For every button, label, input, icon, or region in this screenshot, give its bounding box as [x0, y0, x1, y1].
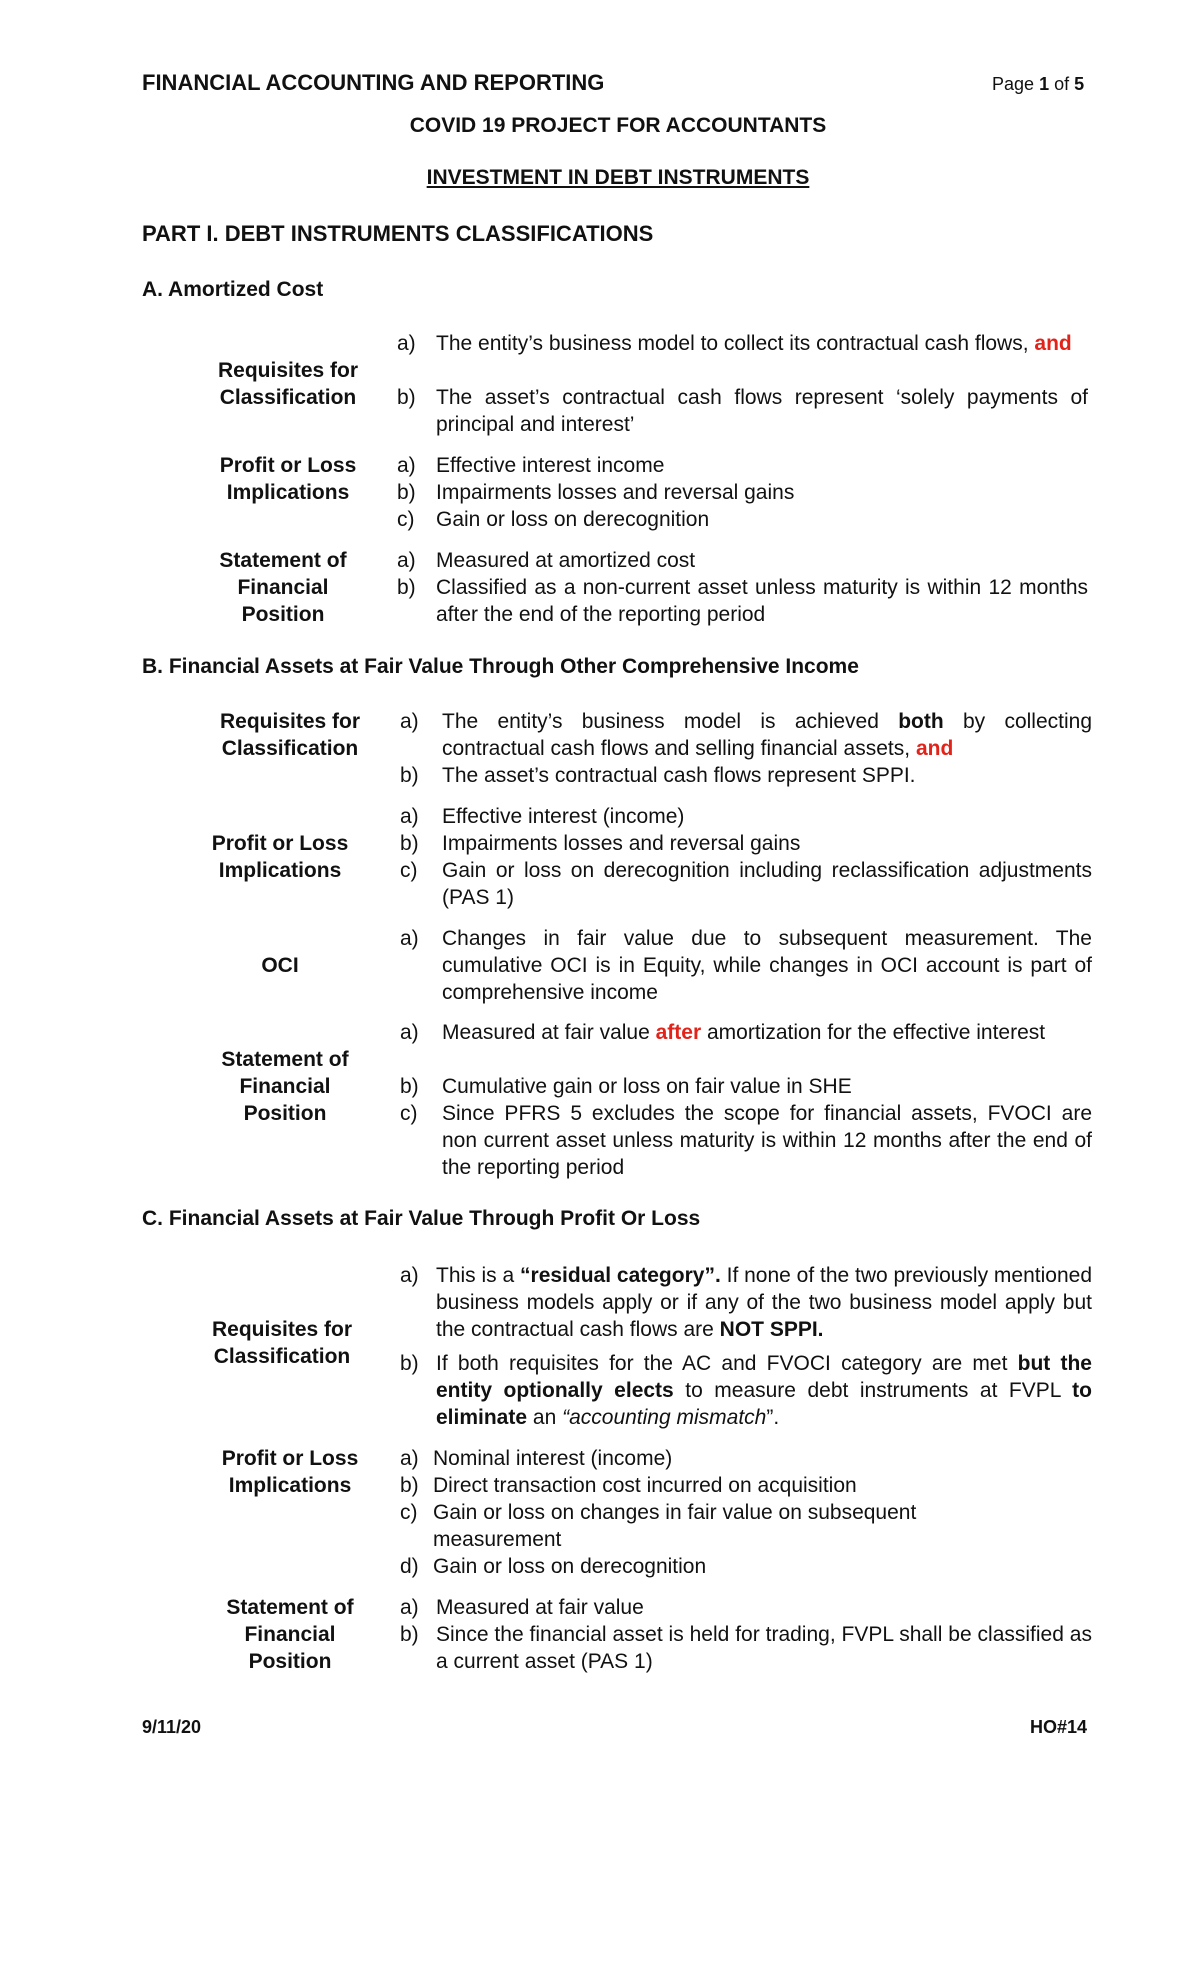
- marker: b): [400, 1623, 419, 1646]
- marker: a): [400, 1596, 419, 1619]
- marker: a): [397, 332, 416, 355]
- section-a-requisite-b: The asset’s contractual cash flows represent ‘solely payments of principal and interest’: [436, 386, 1088, 436]
- section-a-requisite-a: The entity’s business model to collect its contractual cash flows, and: [436, 332, 1072, 355]
- section-c-sfp-a: Measured at fair value: [436, 1596, 644, 1619]
- marker: a): [400, 927, 419, 950]
- section-b-requisite-a: The entity’s business model is achieved both by collecting contractual cash flows and selling financial assets, and: [442, 710, 1092, 760]
- section-c-pl-c: Gain or loss on changes in fair value on subsequent measurement: [433, 1501, 917, 1551]
- section-a-heading: A. Amortized Cost: [142, 278, 324, 301]
- section-c-pl-label: Profit or Loss Implications: [221, 1447, 359, 1497]
- section-b-oci-label: OCI: [261, 954, 299, 977]
- section-c-pl-d: Gain or loss on derecognition: [433, 1555, 707, 1578]
- marker: a): [400, 1447, 419, 1470]
- marker: d): [400, 1555, 419, 1578]
- footer-date: 9/11/20: [142, 1717, 202, 1737]
- section-a-requisites-label: Requisites for Classification: [217, 359, 359, 409]
- section-c-pl-b: Direct transaction cost incurred on acquisition: [433, 1474, 857, 1497]
- section-b-sfp-c: Since PFRS 5 excludes the scope for financial assets, FVOCI are non current asset unless maturity is within 12 months after the end of the reporting period: [442, 1102, 1092, 1179]
- section-c-sfp-label: Statement of Financial Position: [226, 1596, 354, 1673]
- marker: b): [400, 1352, 419, 1375]
- section-a-sfp-a: Measured at amortized cost: [436, 549, 696, 572]
- part-title: PART I. DEBT INSTRUMENTS CLASSIFICATIONS: [142, 221, 654, 246]
- page-total: 5: [1074, 74, 1085, 94]
- section-c-pl-a: Nominal interest (income): [433, 1447, 673, 1470]
- marker: a): [397, 549, 416, 572]
- marker: a): [400, 805, 419, 828]
- section-b-requisite-b: The asset’s contractual cash flows represent SPPI.: [442, 764, 916, 787]
- marker: a): [400, 1264, 419, 1287]
- section-c-requisite-a: This is a “residual category”. If none of the two previously mentioned business models apply or if any of the two business model apply but the contractual cash flows are NOT SPPI.: [436, 1264, 1093, 1341]
- marker: b): [400, 1075, 419, 1098]
- footer-code: HO#14: [1030, 1717, 1088, 1737]
- section-c-requisite-b: If both requisites for the AC and FVOCI category are met but the entity optionally elects to measure debt instruments at FVPL to eliminate an “accounting mismatch”.: [436, 1352, 1092, 1429]
- topic-title: INVESTMENT IN DEBT INSTRUMENTS: [426, 166, 810, 189]
- marker: c): [400, 859, 418, 882]
- section-b-oci-a: Changes in fair value due to subsequent measurement. The cumulative OCI is in Equity, while changes in OCI account is part of comprehensive income: [442, 927, 1092, 1004]
- section-a-pl-c: Gain or loss on derecognition: [436, 508, 710, 531]
- section-a-sfp-b: Classified as a non-current asset unless maturity is within 12 months after the end of the reporting period: [436, 576, 1088, 626]
- marker: a): [400, 1021, 419, 1044]
- page-indicator: [992, 74, 1084, 95]
- marker: a): [400, 710, 419, 733]
- marker: b): [397, 576, 416, 599]
- project-title: COVID 19 PROJECT FOR ACCOUNTANTS: [409, 114, 827, 137]
- marker: c): [400, 1102, 418, 1125]
- marker: b): [397, 481, 416, 504]
- marker: c): [397, 508, 415, 531]
- section-c-sfp-b: Since the financial asset is held for trading, FVPL shall be classified as a current asset (PAS 1): [436, 1623, 1092, 1673]
- document-header-title: FINANCIAL ACCOUNTING AND REPORTING: [142, 70, 605, 95]
- section-b-sfp-a: Measured at fair value after amortization for the effective interest: [442, 1021, 1046, 1044]
- page-number: 1: [1039, 74, 1050, 94]
- marker: b): [400, 1474, 419, 1497]
- section-a-pl-a: Effective interest income: [436, 454, 665, 477]
- marker: b): [400, 764, 419, 787]
- page-of: of: [1054, 74, 1070, 94]
- section-a-pl-b: Impairments losses and reversal gains: [436, 481, 795, 504]
- section-b-pl-b: Impairments losses and reversal gains: [442, 832, 801, 855]
- section-a-pl-label: Profit or Loss Implications: [219, 454, 357, 504]
- section-b-pl-label: Profit or Loss Implications: [211, 832, 349, 882]
- marker: c): [400, 1501, 418, 1524]
- marker: b): [400, 832, 419, 855]
- section-b-pl-c: Gain or loss on derecognition including reclassification adjustments (PAS 1): [442, 859, 1092, 909]
- marker: b): [397, 386, 416, 409]
- section-b-requisites-label: Requisites for Classification: [219, 710, 361, 760]
- section-a-sfp-label: Statement of Financial Position: [219, 549, 347, 626]
- section-b-heading: B. Financial Assets at Fair Value Through Other Comprehensive Income: [142, 655, 859, 678]
- section-c-requisites-label: Requisites for Classification: [211, 1318, 353, 1368]
- page-label: Page: [992, 74, 1035, 94]
- section-b-pl-a: Effective interest (income): [442, 805, 685, 828]
- section-b-sfp-label: Statement of Financial Position: [221, 1048, 349, 1125]
- section-b-sfp-b: Cumulative gain or loss on fair value in SHE: [442, 1075, 852, 1098]
- marker: a): [397, 454, 416, 477]
- section-c-heading: C. Financial Assets at Fair Value Through Profit Or Loss: [142, 1207, 701, 1230]
